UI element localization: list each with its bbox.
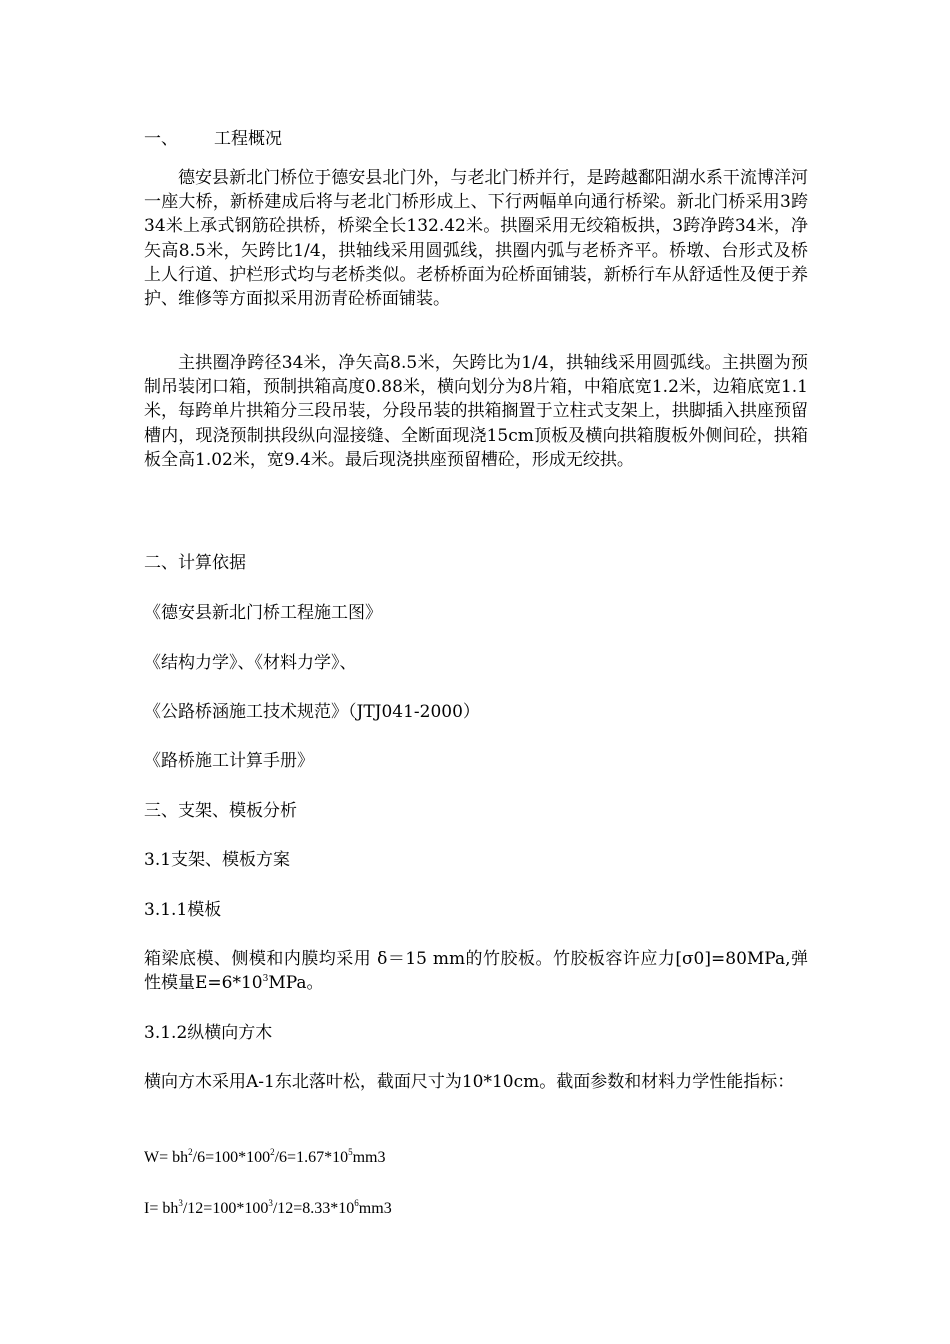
subsection-3-1-2-heading: 3.1.2纵横向方木 (144, 1023, 273, 1043)
formula-text: W= bh (144, 1149, 189, 1166)
reference-item: 《路桥施工计算手册》 (144, 751, 314, 771)
project-overview-paragraph-2: 主拱圈净跨径34米，净矢高8.5米，矢跨比为1/4，拱轴线采用圆弧线。主拱圈为预制吊装闭口箱，预制拱箱高度0.88米，横向划分为8片箱，中箱底宽1.2米，边箱底宽1.1米，每跨单片拱箱分三段吊装，分段吊装的拱箱搁置于立柱式支架上，拱脚插入拱座预留槽内，现浇预制拱段纵向湿接缝、全断面现浇15cm顶板及横向拱箱腹板外侧间砼，拱箱板全高1.02米，宽9.4米。最后现浇拱座预留槽砼，形成无绞拱。 (144, 353, 808, 470)
section-modulus-formula (144, 1146, 385, 1170)
subsection-3-1-1-heading: 3.1.1模板 (144, 900, 222, 920)
formula-text: /12=100*100 (182, 1200, 269, 1217)
formula-text: mm3 (358, 1200, 392, 1217)
moment-of-inertia-formula (144, 1197, 392, 1221)
subsection-3-1-heading: 3.1支架、模板方案 (144, 850, 291, 870)
section-1-heading (144, 127, 282, 151)
project-overview-paragraph-1: 德安县新北门桥位于德安县北门外，与老北门桥并行，是跨越鄱阳湖水系干流博洋河一座大桥，新桥建成后将与老北门桥形成上、下行两幅单向通行桥梁。新北门桥采用3跨34米上承式钢筋砼拱桥，桥梁全长132.42米。拱圈采用无绞箱板拱，3跨净跨34米，净矢高8.5米，矢跨比1/4，拱轴线采用圆弧线，拱圈内弧与老桥齐平。桥墩、台形式及桥上人行道、护栏形式均与老桥类似。老桥桥面为砼桥面铺装，新桥行车从舒适性及便于养护、维修等方面拟采用沥青砼桥面铺装。 (144, 168, 808, 310)
formula-text: mm3 (352, 1149, 386, 1166)
section-2-heading: 二、计算依据 (144, 553, 246, 573)
formula-exponent: 3 (178, 1198, 183, 1208)
formwork-text-end: MPa。 (268, 973, 324, 994)
section-1-title: 工程概况 (214, 129, 282, 149)
formula-exponent: 3 (268, 1198, 273, 1208)
formwork-exponent: 3 (262, 974, 269, 985)
formula-exponent: 6 (354, 1198, 359, 1208)
formula-text: I= bh (144, 1200, 179, 1217)
formula-text: /6=1.67*10 (274, 1149, 349, 1166)
timber-paragraph: 横向方木采用A-1东北落叶松，截面尺寸为10*10cm。截面参数和材料力学性能指标： (144, 1072, 795, 1092)
reference-item: 《德安县新北门桥工程施工图》 (144, 603, 382, 623)
reference-item: 《公路桥涵施工技术规范》（JTJ041-2000） (144, 702, 480, 722)
formula-text: /6=100*100 (192, 1149, 271, 1166)
formula-exponent: 2 (270, 1147, 275, 1157)
formula-exponent: 5 (348, 1147, 353, 1157)
section-1-number: 一、 (144, 129, 178, 149)
reference-item: 《结构力学》、《材料力学》、 (144, 653, 357, 673)
formwork-text: 箱梁底模、侧模和内膜均采用 δ＝15 mm的竹胶板。竹胶板容许应力[σ0]=80MPa,弹性模量E=6*10 (144, 949, 808, 994)
formula-exponent: 2 (188, 1147, 193, 1157)
section-3-heading: 三、支架、模板分析 (144, 801, 297, 821)
formwork-paragraph (144, 947, 808, 995)
formula-text: /12=8.33*10 (272, 1200, 355, 1217)
